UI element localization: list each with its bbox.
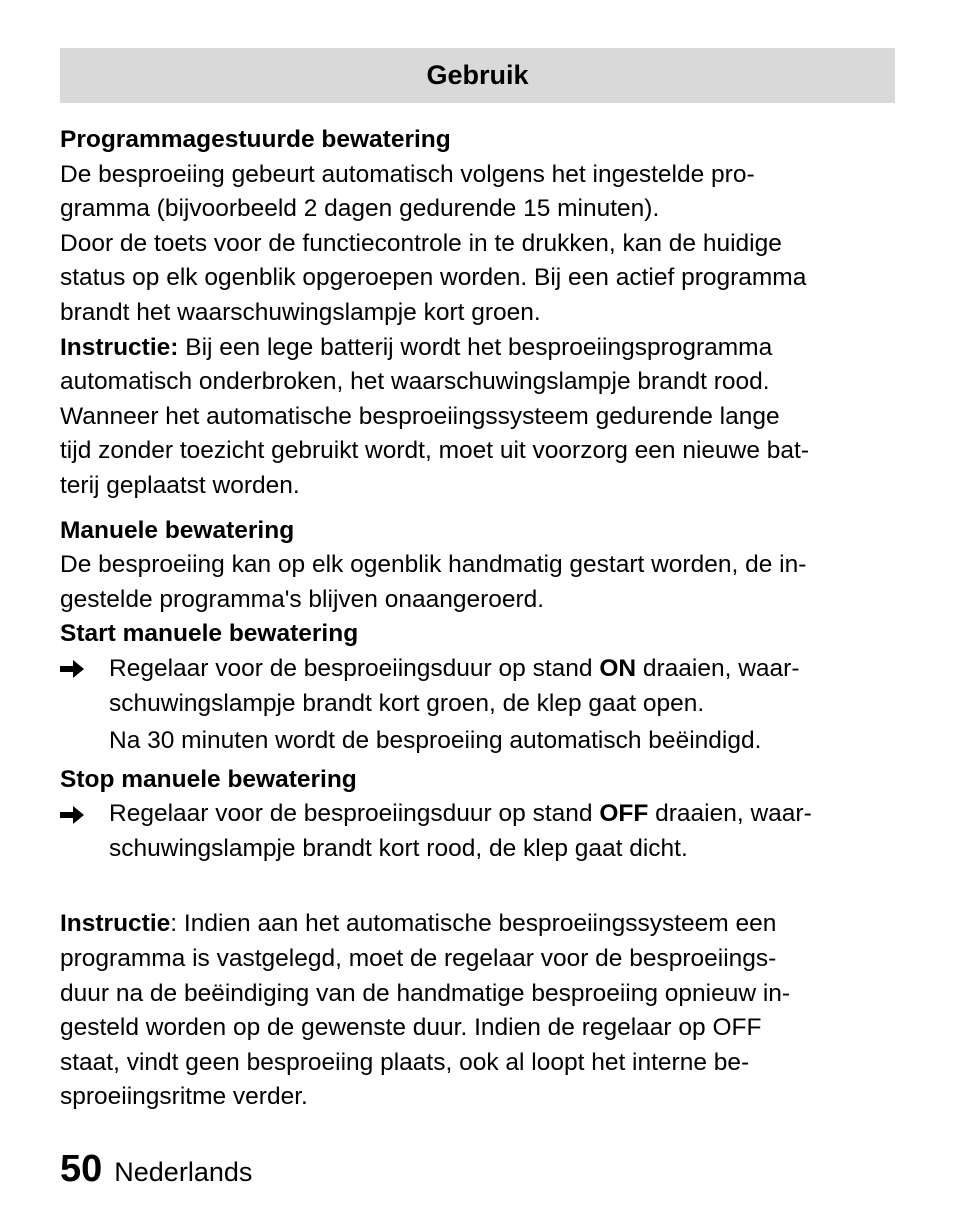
spacer bbox=[60, 866, 895, 907]
note-label: Instructie: bbox=[60, 333, 179, 361]
heading-manual: Manuele bewatering bbox=[60, 516, 295, 544]
heading-stop: Stop manuele bewatering bbox=[60, 765, 357, 793]
manual-line-2: gestelde programma's blijven onaangeroerd. bbox=[60, 585, 545, 613]
start-bullet-post: draaien, waar- bbox=[636, 654, 800, 682]
start-extra: Na 30 minuten wordt de besproeiing automatisch beëindigd. bbox=[109, 727, 762, 755]
page-number: 50 bbox=[60, 1148, 103, 1190]
arrow-right-icon bbox=[60, 797, 109, 832]
note-line-5: staat, vindt geen besproeiing plaats, ook al loopt het interne be- bbox=[60, 1048, 750, 1076]
start-bullet-text bbox=[109, 652, 895, 721]
stop-bullet bbox=[60, 797, 895, 866]
programmed-line-4: status op elk ogenblik opgeroepen worden. Bij een actief programma bbox=[60, 264, 807, 292]
stop-bullet-off: OFF bbox=[599, 800, 649, 828]
programmed-note-line-2: automatisch onderbroken, het waarschuwingslampje brandt rood. bbox=[60, 368, 770, 396]
stop-bullet-line-2: schuwingslampje brandt kort rood, de klep gaat dicht. bbox=[109, 834, 688, 862]
programmed-line-1: De besproeiing gebeurt automatisch volgens het ingestelde pro- bbox=[60, 160, 755, 188]
note-line-1-text: : Indien aan het automatische besproeiingssysteem een bbox=[170, 910, 777, 938]
stop-bullet-line-1 bbox=[109, 797, 895, 832]
manual-line-1: De besproeiing kan op elk ogenblik handmatig gestart worden, de in- bbox=[60, 551, 807, 579]
programmed-line-6: Wanneer het automatische besproeiingssysteem gedurende lange bbox=[60, 402, 780, 430]
arrow-right-icon bbox=[60, 652, 109, 687]
stop-bullet-text bbox=[109, 797, 895, 866]
note-line-4: gesteld worden op de gewenste duur. Indien de regelaar op OFF bbox=[60, 1014, 762, 1042]
note-line-1 bbox=[60, 907, 895, 942]
start-bullet-line-1 bbox=[109, 652, 895, 687]
language-label: Nederlands bbox=[114, 1157, 253, 1187]
start-bullet-pre: Regelaar voor de besproeiingsduur op stand bbox=[109, 654, 600, 682]
programmed-line-2: gramma (bijvoorbeeld 2 dagen gedurende 15 minuten). bbox=[60, 195, 660, 223]
heading-start: Start manuele bewatering bbox=[60, 620, 359, 648]
stop-bullet-pre: Regelaar voor de besproeiingsduur op stand bbox=[109, 800, 600, 828]
programmed-line-8: terij geplaatst worden. bbox=[60, 471, 300, 499]
section-header bbox=[60, 48, 895, 103]
programmed-line-5: brandt het waarschuwingslampje kort groen. bbox=[60, 298, 541, 326]
section-title: Gebruik bbox=[426, 60, 529, 90]
spacer bbox=[60, 504, 895, 514]
programmed-note-line-1 bbox=[60, 331, 895, 366]
content bbox=[60, 123, 895, 1115]
start-bullet bbox=[60, 652, 895, 721]
heading-programmed: Programmagestuurde bewatering bbox=[60, 126, 451, 153]
page-footer bbox=[60, 1148, 252, 1191]
note-line-3: duur na de beëindiging van de handmatige besproeiing opnieuw in- bbox=[60, 979, 791, 1007]
programmed-line-3: Door de toets voor de functiecontrole in te drukken, kan de huidige bbox=[60, 229, 782, 257]
programmed-line-7: tijd zonder toezicht gebruikt wordt, moet uit voorzorg een nieuwe bat- bbox=[60, 437, 810, 465]
start-bullet-on: ON bbox=[599, 654, 637, 682]
note-line-6: sproeiingsritme verder. bbox=[60, 1083, 308, 1111]
note-line-2: programma is vastgelegd, moet de regelaar voor de besproeiings- bbox=[60, 945, 777, 973]
start-bullet-line-2: schuwingslampje brandt kort groen, de klep gaat open. bbox=[109, 689, 705, 717]
page bbox=[60, 48, 895, 1115]
stop-bullet-post: draaien, waar- bbox=[648, 800, 812, 828]
note-label-2: Instructie bbox=[60, 910, 171, 938]
note-text: Bij een lege batterij wordt het besproeiingsprogramma bbox=[178, 333, 773, 361]
